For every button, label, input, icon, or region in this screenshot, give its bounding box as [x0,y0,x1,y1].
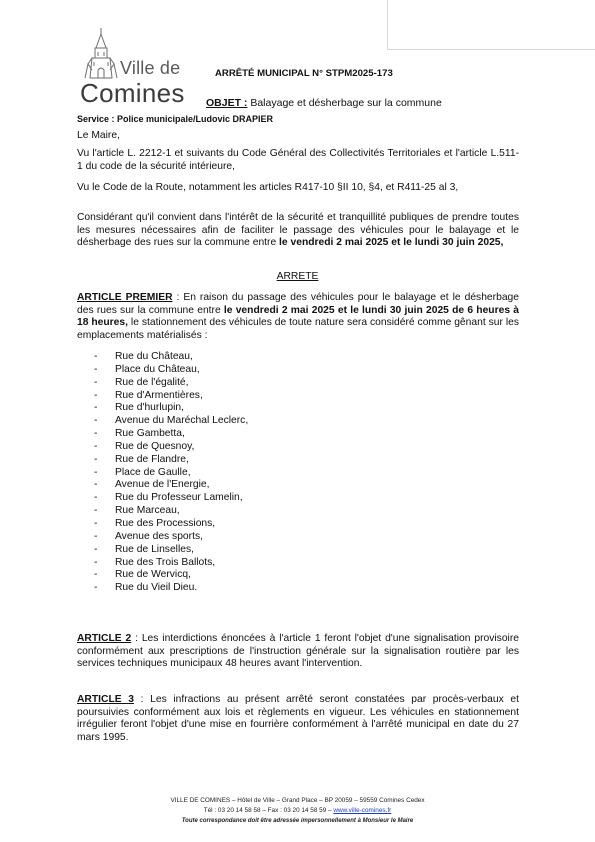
list-item: - Place de Gaulle, [94,467,248,480]
list-item: - Avenue de l'Energie, [94,479,248,492]
service-line: Service : Police municipale/Ludovic DRAPIER [77,114,274,124]
list-item: - Rue de Linselles, [94,544,248,557]
article-3 [77,694,519,744]
list-item: - Rue des Processions, [94,518,248,531]
list-item: - Rue de Flandre, [94,454,248,467]
arrete-heading: ARRETE [276,271,319,282]
list-item: - Avenue du Maréchal Leclerc, [94,415,248,428]
logo-comines: Comines [80,78,185,108]
footer-address: VILLE DE COMINES – Hôtel de Ville – Grand Place – BP 20059 – 59559 Comines Cedex [170,797,425,804]
document-title: ARRÊTÉ MUNICIPAL N° STPM2025-173 [215,68,393,79]
list-item: - Rue du Château, [94,351,248,364]
objet-text: Balayage et désherbage sur la commune [247,97,442,109]
article-3-text: : Les infractions au présent arrêté seront constatées par procès-verbaux et poursuivies conformément aux lois et règlements en vigueur. Les véhicules en stationnement irrégulier feront l'objet d'une mise en fourrière conformément à l'arrêté municipal en date du 27 mars 1995. [77,694,519,743]
footer-note: Toute correspondance doit être adressée impersonnellement à Monsieur le Maire [181,818,414,824]
considerant-dates: le vendredi 2 mai 2025 et le lundi 30 juin 2025, [279,237,504,249]
website-link[interactable]: www.ville-comines.fr [333,807,392,814]
list-item: - Rue du Professeur Lamelin, [94,492,248,505]
streets-list [94,351,248,595]
article-premier-label: ARTICLE PREMIER [77,292,173,303]
article-premier-dates: le vendredi 2 mai 2025 et le lundi 30 juin 2025 de 6 heures à 18 heures, [77,304,519,329]
considerant-paragraph [77,212,519,250]
objet-line [206,97,442,109]
list-item: - Place du Château, [94,364,248,377]
vu-paragraph-1: Vu l'article L. 2212-1 et suivants du Code Général des Collectivités Territoriales et l'article L.511-1 du code de la sécurité intérieure, [77,148,519,172]
list-item: - Rue des Trois Ballots, [94,557,248,570]
article-premier-text1: : En raison du passage des véhicules pour le balayage et le désherbage des rues sur la commune entre [77,292,519,316]
list-item: - Avenue des sports, [94,531,248,544]
list-item: - Rue Marceau, [94,505,248,518]
vu-paragraph-2: Vu le Code de la Route, notamment les articles R417-10 §II 10, §4, et R411-25 al 3, [77,182,459,193]
article-2-label: ARTICLE 2 [77,633,132,644]
article-premier-text2: le stationnement des véhicules de toute nature sera considéré comme gênant sur les emplacements matérialisés : [77,317,519,341]
article-premier [77,292,519,342]
list-item: - Rue d'hurlupin, [94,402,248,415]
ville-de-comines-logo [80,28,195,108]
footer-phone-fax: Tél : 03 20 14 58 58 – Fax : 03 20 14 58 59 – [203,807,334,814]
list-item: - Rue de Wervicq, [94,569,248,582]
article-2-text: : Les interdictions énoncées à l'article 1 feront l'objet d'une signalisation provisoire conformément aux prescriptions de l'instruction générale sur la signalisation routière par les services techniques municipaux 48 heures avant l'intervention. [77,633,519,670]
objet-label: OBJET : [206,97,248,109]
stamp-box [387,0,595,50]
church-tower-icon [80,28,122,83]
list-item: - Rue de l'égalité, [94,377,248,390]
article-2 [77,633,519,671]
considerant-text: Considérant qu'il convient dans l'intérêt de la sécurité et tranquillité publiques de prendre toutes les mesures nécessaires afin de faciliter le passage des véhicules pour le balayage et le désherbage des rues sur la commune entre [77,212,519,249]
list-item: - Rue du Vieil Dieu. [94,582,248,595]
list-item: - Rue Gambetta, [94,428,248,441]
footer-contact [0,806,595,816]
list-item: - Rue de Quesnoy, [94,441,248,454]
article-3-label: ARTICLE 3 [77,694,134,705]
logo-ville-de: Ville de [120,58,181,78]
le-maire: Le Maire, [77,130,120,141]
list-item: - Rue d'Armentières, [94,390,248,403]
